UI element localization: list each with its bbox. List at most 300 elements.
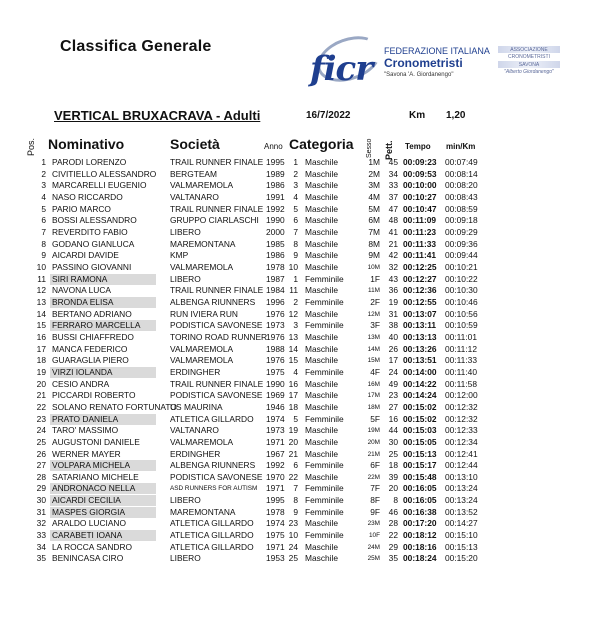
cell-name: PARIO MARCO: [52, 203, 111, 214]
cell-category: Maschile: [305, 331, 339, 342]
cell-category: Femminile: [305, 460, 344, 471]
cell-category-position: 4: [293, 366, 298, 377]
cell-bib: 25: [388, 448, 398, 459]
cell-name: VOLPARA MICHELA: [50, 460, 156, 471]
cell-category-position: 17: [288, 390, 298, 401]
cell-time: 00:16:05: [403, 495, 437, 506]
cell-sex-rank: 19M: [367, 427, 380, 435]
table-row: [8, 180, 508, 191]
cell-year: 2000: [266, 226, 285, 237]
cell-position: 29: [36, 483, 46, 494]
results-document: [8, 6, 595, 634]
cell-name: PRATO DANIELA: [50, 414, 156, 425]
cell-pace: 00:10:46: [445, 296, 478, 307]
cell-bib: 32: [388, 261, 398, 272]
header-categoria: Categoria: [289, 136, 354, 152]
cell-pace: 00:13:52: [445, 506, 478, 517]
cell-name: PARODI LORENZO: [52, 157, 127, 167]
cell-sex-rank: 4M: [368, 191, 380, 202]
cell-bib: 35: [388, 553, 398, 564]
cell-club: TRAIL RUNNER FINALE: [170, 378, 264, 389]
cell-category: Maschile: [305, 553, 339, 564]
cell-bib: 26: [388, 343, 398, 354]
cell-category-position: 8: [293, 238, 298, 249]
cell-name: ARALDO LUCIANO: [52, 518, 126, 529]
cell-category-position: 4: [293, 191, 298, 202]
cell-time: 00:11:41: [403, 250, 437, 261]
cell-time: 00:15:48: [403, 471, 437, 482]
table-row: [8, 495, 508, 506]
cell-club: LIBERO: [170, 226, 201, 237]
cell-club: ATLETICA GILLARDO: [170, 413, 254, 424]
cell-year: 1974: [266, 413, 285, 424]
cell-bib: 21: [388, 238, 398, 249]
cell-position: 9: [41, 250, 46, 261]
cell-year: 1953: [266, 553, 285, 564]
cell-year: 1986: [266, 250, 285, 261]
cell-category: Femminile: [305, 506, 344, 517]
table-row: [8, 332, 508, 343]
cell-category: Femminile: [305, 530, 344, 541]
cell-bib: 43: [388, 273, 398, 284]
table-row: [8, 425, 508, 436]
cell-year: 1975: [266, 366, 285, 377]
cell-category: Maschile: [305, 436, 339, 447]
cell-club: TRAIL RUNNER FINALE: [170, 285, 264, 296]
cell-name: CARABETI IOANA: [50, 530, 156, 541]
cell-position: 18: [36, 355, 46, 366]
cell-time: 00:13:26: [403, 343, 437, 354]
cell-bib: 46: [388, 506, 398, 517]
cell-sex-rank: 25M: [367, 555, 380, 563]
table-row: [8, 344, 508, 355]
cell-sex-rank: 3F: [370, 320, 380, 331]
cell-year: 1970: [266, 471, 285, 482]
cell-time: 00:12:36: [403, 285, 437, 296]
table-row: [8, 449, 508, 460]
cell-category-position: 8: [293, 495, 298, 506]
cell-time: 00:15:17: [403, 460, 437, 471]
cell-club: TORINO ROAD RUNNER: [170, 331, 268, 342]
cell-category: Femminile: [305, 413, 344, 424]
cell-category: Femminile: [305, 296, 344, 307]
cell-pace: 00:12:33: [445, 425, 478, 436]
cell-club: KMP: [170, 250, 189, 261]
cell-year: 1996: [266, 296, 285, 307]
cell-bib: 22: [388, 530, 398, 541]
cell-sex-rank: 14M: [367, 345, 380, 353]
cell-position: 8: [41, 238, 46, 249]
cell-name: FERRARO MARCELLA: [50, 320, 156, 331]
cell-category: Maschile: [305, 203, 339, 214]
table-row: [8, 507, 508, 518]
cell-year: 1971: [266, 541, 285, 552]
stamp-line: ASSOCIAZIONE: [510, 47, 548, 53]
cell-pace: 00:13:24: [445, 483, 478, 494]
cell-category: Maschile: [305, 471, 339, 482]
cell-position: 22: [36, 401, 46, 412]
cell-year: 1995: [266, 495, 285, 506]
cell-time: 00:13:07: [403, 308, 437, 319]
header-tempo: Tempo: [405, 142, 431, 151]
cell-name: BRONDA ELISA: [50, 297, 156, 308]
cell-category-position: 24: [288, 541, 298, 552]
cell-time: 00:09:53: [403, 168, 437, 179]
cell-position: 25: [36, 436, 46, 447]
cell-position: 15: [36, 320, 46, 331]
logo-federation: FEDERAZIONE ITALIANA: [384, 46, 490, 56]
cell-club: MAREMONTANA: [170, 506, 236, 517]
cell-name: MASPES GIORGIA: [50, 507, 156, 518]
cell-category-position: 12: [288, 308, 298, 319]
cell-category-position: 23: [288, 518, 298, 529]
cell-sex-rank: 22M: [367, 473, 380, 481]
table-row: [8, 437, 508, 448]
cell-club: VALMAREMOLA: [170, 180, 234, 191]
cell-position: 19: [36, 366, 46, 377]
cell-pace: 00:10:59: [445, 320, 478, 331]
cell-name: BUSSI CHIAFFREDO: [52, 331, 134, 342]
cell-category: Femminile: [305, 273, 344, 284]
cell-club: LIBERO: [170, 273, 201, 284]
cell-category-position: 7: [293, 226, 298, 237]
cell-pace: 00:12:32: [445, 413, 478, 424]
cell-sex-rank: 1M: [368, 157, 380, 167]
cell-pace: 00:10:56: [445, 308, 478, 319]
cell-position: 31: [36, 506, 46, 517]
cell-year: 1989: [266, 168, 285, 179]
cell-year: 1995: [266, 157, 285, 167]
table-row: [8, 204, 508, 215]
cell-pace: 00:13:24: [445, 495, 478, 506]
logo-mark: ficr: [310, 49, 373, 89]
cell-club: ATLETICA GILLARDO: [170, 541, 254, 552]
table-row: [8, 553, 508, 564]
cell-category-position: 9: [293, 506, 298, 517]
cell-sex-rank: 16M: [367, 380, 380, 388]
table-row: [8, 215, 508, 226]
cell-position: 17: [36, 343, 46, 354]
table-row: [8, 262, 508, 273]
cell-pace: 00:11:33: [445, 355, 477, 366]
cell-name: SOLANO RENATO FORTUNATO: [52, 401, 177, 412]
cell-time: 00:14:24: [403, 390, 437, 401]
cell-category: Maschile: [305, 378, 339, 389]
cell-club: TRAIL RUNNER FINALE: [170, 203, 264, 214]
stamp-line: SAVONA: [518, 62, 540, 68]
cell-sex-rank: 13M: [367, 333, 380, 341]
cell-year: 1969: [266, 390, 285, 401]
cell-sex-rank: 5M: [368, 203, 380, 214]
cell-category-position: 20: [288, 436, 298, 447]
cell-year: 1971: [266, 436, 285, 447]
cell-time: 00:15:13: [403, 448, 437, 459]
cell-year: 1946: [266, 401, 285, 412]
cell-name: REVERDITO FABIO: [52, 226, 128, 237]
header-sesso: Sesso: [366, 138, 373, 158]
cell-pace: 00:11:40: [445, 366, 477, 377]
cell-position: 1: [41, 157, 46, 167]
cell-bib: 17: [388, 355, 398, 366]
header-pos: Pos.: [26, 137, 36, 156]
cell-time: 00:14:00: [403, 366, 437, 377]
cell-sex-rank: 9M: [368, 250, 380, 261]
cell-position: 14: [36, 308, 46, 319]
cell-pace: 00:12:41: [445, 448, 478, 459]
cell-position: 7: [41, 226, 46, 237]
cell-pace: 00:08:59: [445, 203, 478, 214]
cell-category-position: 19: [288, 425, 298, 436]
cell-time: 00:18:24: [403, 553, 437, 564]
cell-pace: 00:09:18: [445, 215, 478, 226]
cell-pace: 00:14:27: [445, 518, 478, 529]
cell-category-position: 5: [293, 203, 298, 214]
table-row: [8, 355, 508, 366]
cell-sex-rank: 9F: [370, 506, 380, 517]
cell-position: 26: [36, 448, 46, 459]
cell-bib: 28: [388, 518, 398, 529]
cell-category-position: 6: [293, 215, 298, 226]
cell-sex-rank: 21M: [367, 450, 380, 458]
cell-name: NAVONA LUCA: [52, 285, 111, 296]
cell-sex-rank: 8M: [368, 238, 380, 249]
cell-pace: 00:08:20: [445, 180, 478, 191]
cell-category: Maschile: [305, 401, 339, 412]
table-row: [8, 250, 508, 261]
cell-club: VALMAREMOLA: [170, 261, 234, 272]
cell-year: 1967: [266, 448, 285, 459]
cell-time: 00:10:00: [403, 180, 437, 191]
cell-category-position: 10: [288, 261, 298, 272]
cell-category: Maschile: [305, 541, 339, 552]
cell-bib: 49: [388, 378, 398, 389]
cell-sex-rank: 10F: [368, 532, 380, 540]
cell-sex-rank: 23M: [367, 520, 380, 528]
cell-sex-rank: 6F: [370, 460, 380, 471]
cell-sex-rank: 7F: [370, 483, 380, 494]
cell-name: CESIO ANDRA: [52, 378, 110, 389]
cell-bib: 45: [388, 157, 398, 167]
cell-category-position: 25: [288, 553, 298, 564]
cell-club: PODISTICA SAVONESE: [170, 471, 263, 482]
table-row: [8, 542, 508, 553]
cell-time: 00:14:22: [403, 378, 437, 389]
cell-year: 1991: [266, 191, 285, 202]
cell-pace: 00:10:21: [445, 261, 478, 272]
cell-bib: 31: [388, 308, 398, 319]
cell-position: 35: [36, 553, 46, 564]
table-row: [8, 297, 508, 308]
cell-bib: 18: [388, 460, 398, 471]
cell-name: GODANO GIANLUCA: [52, 238, 135, 249]
cell-pace: 00:08:43: [445, 191, 478, 202]
cell-sex-rank: 12M: [367, 310, 380, 318]
cell-sex-rank: 4F: [370, 366, 380, 377]
cell-time: 00:15:02: [403, 401, 437, 412]
cell-name: VIRZI IOLANDA: [50, 367, 156, 378]
cell-sex-rank: 15M: [367, 357, 380, 365]
cell-position: 20: [36, 378, 46, 389]
cell-pace: 00:08:14: [445, 168, 478, 179]
cell-bib: 30: [388, 436, 398, 447]
cell-year: 1971: [266, 483, 285, 494]
cell-bib: 23: [388, 390, 398, 401]
cell-year: 1985: [266, 238, 285, 249]
cell-name: AICARDI CECILIA: [50, 495, 156, 506]
cell-club: LIBERO: [170, 553, 201, 564]
cell-category: Maschile: [305, 285, 339, 296]
cell-club: PODISTICA SAVONESE: [170, 390, 263, 401]
cell-name: LA ROCCA SANDRO: [52, 541, 133, 552]
cell-sex-rank: 5F: [370, 413, 380, 424]
table-row: [8, 460, 508, 471]
cell-year: 1986: [266, 180, 285, 191]
cell-pace: 00:15:10: [445, 530, 478, 541]
cell-category: Maschile: [305, 168, 339, 179]
cell-name: ANDRONACO NELLA: [50, 483, 156, 494]
table-row: [8, 379, 508, 390]
cell-time: 00:10:27: [403, 191, 437, 202]
cell-name: BOSSI ALESSANDRO: [52, 215, 137, 226]
association-stamp: [498, 46, 560, 76]
cell-pace: 00:13:10: [445, 471, 478, 482]
cell-category: Maschile: [305, 238, 339, 249]
table-row: [8, 285, 508, 296]
table-row: [8, 483, 508, 494]
cell-bib: 33: [388, 180, 398, 191]
cell-year: 1974: [266, 518, 285, 529]
cell-name: MARCARELLI EUGENIO: [52, 180, 147, 191]
cell-sex-rank: 18M: [367, 403, 380, 411]
cell-club: VALMAREMOLA: [170, 355, 234, 366]
cell-club: US MAURINA: [170, 401, 223, 412]
cell-year: 1978: [266, 261, 285, 272]
cell-position: 33: [36, 530, 46, 541]
cell-time: 00:09:23: [403, 157, 437, 167]
cell-time: 00:11:33: [403, 238, 437, 249]
cell-category-position: 13: [288, 331, 298, 342]
cell-pace: 00:12:34: [445, 436, 478, 447]
stamp-line: "Alberto Giordanengo": [504, 69, 554, 75]
cell-time: 00:15:03: [403, 425, 437, 436]
cell-position: 24: [36, 425, 46, 436]
table-row: [8, 192, 508, 203]
cell-category-position: 11: [289, 285, 298, 296]
header-nominativo: Nominativo: [48, 136, 125, 152]
cell-time: 00:15:02: [403, 413, 437, 424]
cell-bib: 19: [388, 296, 398, 307]
cell-sex-rank: 11M: [368, 287, 380, 295]
cell-position: 28: [36, 471, 46, 482]
cell-year: 1975: [266, 530, 285, 541]
cell-position: 11: [37, 273, 46, 284]
cell-pace: 00:12:44: [445, 460, 478, 471]
cell-category: Maschile: [305, 261, 339, 272]
cell-time: 00:11:23: [403, 226, 437, 237]
cell-position: 34: [36, 541, 46, 552]
header-societa: Società: [170, 136, 220, 152]
cell-time: 00:13:51: [403, 355, 437, 366]
cell-sex-rank: 7M: [368, 226, 380, 237]
cell-pace: 00:12:00: [445, 390, 478, 401]
cell-club: ERDINGHER: [170, 448, 221, 459]
cell-category-position: 15: [288, 355, 298, 366]
cell-name: NASO RICCARDO: [52, 191, 123, 202]
cell-pace: 00:10:22: [445, 273, 478, 284]
cell-year: 1984: [266, 285, 285, 296]
cell-time: 00:10:47: [403, 203, 437, 214]
event-date: 16/7/2022: [306, 110, 351, 121]
distance-label: Km: [409, 110, 426, 121]
cell-category-position: 7: [293, 483, 298, 494]
header-anno: Anno: [264, 142, 283, 151]
table-row: [8, 402, 508, 413]
table-row: [8, 472, 508, 483]
table-row: [8, 157, 508, 168]
cell-category: Maschile: [305, 355, 339, 366]
cell-category: Maschile: [305, 215, 339, 226]
cell-category-position: 6: [293, 460, 298, 471]
cell-year: 1976: [266, 308, 285, 319]
cell-category: Maschile: [305, 343, 339, 354]
cell-category: Maschile: [305, 308, 339, 319]
cell-bib: 34: [388, 168, 398, 179]
cell-sex-rank: 1F: [370, 273, 380, 284]
table-row: [8, 169, 508, 180]
cell-year: 1992: [266, 203, 285, 214]
cell-name: CIVITIELLO ALESSANDRO: [52, 168, 157, 179]
table-row: [8, 274, 508, 285]
stamp-line: CRONOMETRISTI: [508, 54, 550, 60]
cell-name: AUGUSTONI DANIELE: [52, 436, 140, 447]
cell-pace: 00:10:30: [445, 285, 478, 296]
cell-category: Maschile: [305, 180, 339, 191]
cell-bib: 39: [388, 471, 398, 482]
cell-year: 1976: [266, 355, 285, 366]
cell-pace: 00:09:29: [445, 226, 478, 237]
cell-sex-rank: 24M: [367, 543, 380, 551]
cell-position: 27: [36, 460, 46, 471]
cell-club: ERDINGHER: [170, 366, 221, 377]
cell-position: 2: [41, 168, 46, 179]
cell-name: AICARDI DAVIDE: [52, 250, 119, 261]
cell-category: Maschile: [305, 250, 339, 261]
cell-club: RUN IVIERA RUN: [170, 308, 238, 319]
cell-category: Maschile: [305, 390, 339, 401]
cell-category: Maschile: [305, 191, 339, 202]
logo-branch: "Savona 'A. Giordanengo": [384, 72, 454, 78]
table-row: [8, 309, 508, 320]
logo-name: Cronometristi: [384, 56, 463, 70]
cell-sex-rank: 6M: [368, 215, 380, 226]
cell-position: 13: [36, 296, 46, 307]
table-row: [8, 239, 508, 250]
cell-name: PICCARDI ROBERTO: [52, 390, 136, 401]
cell-club: LIBERO: [170, 495, 201, 506]
cell-category-position: 14: [288, 343, 298, 354]
cell-pace: 00:15:20: [445, 553, 478, 564]
cell-club: ATLETICA GILLARDO: [170, 530, 254, 541]
cell-pace: 00:09:44: [445, 250, 478, 261]
cell-club: BERGTEAM: [170, 168, 217, 179]
cell-sex-rank: 10M: [367, 263, 380, 271]
cell-category-position: 1: [293, 157, 298, 167]
cell-time: 00:11:09: [403, 215, 437, 226]
cell-position: 5: [41, 203, 46, 214]
cell-club: VALTANARO: [170, 425, 219, 436]
cell-name: TARO' MASSIMO: [52, 425, 119, 436]
cell-sex-rank: 20M: [367, 438, 380, 446]
